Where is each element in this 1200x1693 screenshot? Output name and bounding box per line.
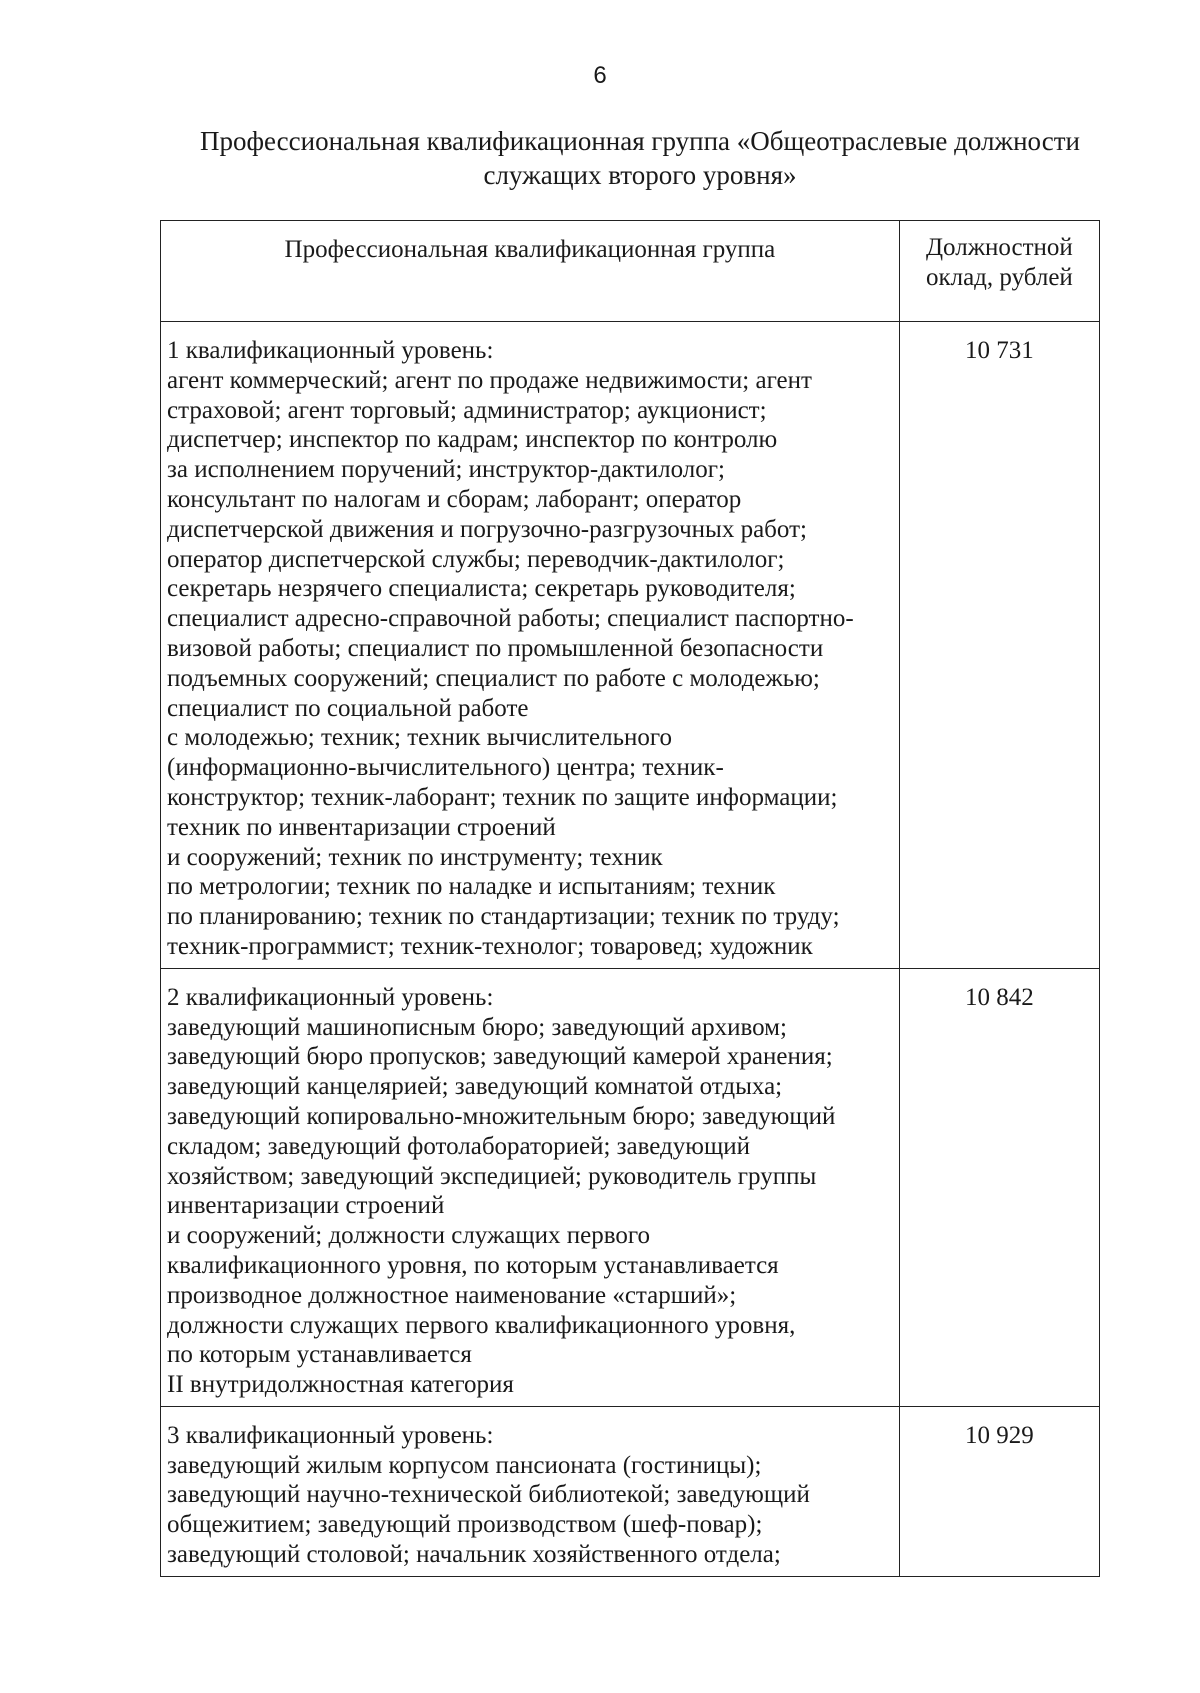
position-list-line: заведующий жилым корпусом пансионата (гостиницы); (167, 1451, 762, 1479)
header-salary (899, 221, 1099, 322)
position-list-line: страховой; агент торговый; администратор; аукционист; (167, 396, 767, 424)
page-number: 6 (593, 62, 607, 89)
table-row (161, 1406, 1100, 1576)
position-list-line: и сооружений; должности служащих первого (167, 1222, 650, 1250)
position-list-line: техник по инвентаризации строений (167, 813, 556, 841)
qualification-level-description (161, 1406, 900, 1576)
position-list-line: заведующий научно-технической библиотекой; заведующий (167, 1481, 810, 1509)
position-list-line: производное должностное наименование «старший»; (167, 1281, 737, 1309)
table-row (161, 322, 1100, 969)
position-list-line: за исполнением поручений; инструктор-дактилолог; (167, 456, 725, 484)
table-header-row (161, 221, 1100, 322)
position-list-line: с молодежью; техник; техник вычислительного (167, 724, 673, 752)
position-list-line: квалификационного уровня, по которым устанавливается (167, 1251, 779, 1279)
position-list-line: консультант по налогам и сборам; лаборант; оператор (167, 485, 742, 513)
position-list-line: заведующий копировально-множительным бюро; заведующий (167, 1102, 836, 1130)
position-list-line: заведующий машинописным бюро; заведующий архивом; (167, 1013, 787, 1041)
position-list-line: диспетчер; инспектор по кадрам; инспектор по контролю (167, 426, 778, 454)
position-list-line: агент коммерческий; агент по продаже недвижимости; агент (167, 366, 812, 394)
salary-table (160, 220, 1100, 1577)
position-list-line: заведующий канцелярией; заведующий комнатой отдыха; (167, 1073, 783, 1101)
position-list-line: (информационно-вычислительного) центра; техник- (167, 754, 724, 782)
position-list-line: по которым устанавливается (167, 1341, 472, 1369)
position-list-line: по планированию; техник по стандартизации; техник по труду; (167, 903, 840, 931)
position-list-line: по метрологии; техник по наладке и испытаниям; техник (167, 873, 776, 901)
title-line: Профессиональная квалификационная группа «Общеотраслевые должности (200, 126, 1080, 156)
header-salary-line: оклад, рублей (925, 264, 1073, 291)
position-list-line: должности служащих первого квалификационного уровня, (167, 1311, 796, 1339)
position-list-line: специалист адресно-справочной работы; специалист паспортно- (167, 605, 854, 633)
salary-value: 10 929 (899, 1406, 1099, 1576)
position-list-line: специалист по социальной работе (167, 694, 529, 722)
position-list-line: II внутридолжностная категория (167, 1371, 514, 1399)
position-list-line: складом; заведующий фотолабораторией; заведующий (167, 1132, 750, 1160)
title-line: служащих второго уровня» (483, 160, 797, 190)
header-salary-line: Должностной (926, 234, 1073, 261)
position-list-line: инвентаризации строений (167, 1192, 445, 1220)
salary-value: 10 842 (899, 968, 1099, 1406)
qualification-level-heading: 2 квалификационный уровень: (167, 983, 494, 1011)
position-list-line: конструктор; техник-лаборант; техник по защите информации; (167, 783, 838, 811)
document-title (160, 124, 1120, 192)
position-list-line: техник-программист; техник-технолог; товаровед; художник (167, 932, 813, 960)
qualification-level-heading: 1 квалификационный уровень: (167, 337, 494, 364)
position-list-line: секретарь незрячего специалиста; секретарь руководителя; (167, 575, 796, 603)
position-list-line: заведующий бюро пропусков; заведующий камерой хранения; (167, 1043, 833, 1071)
salary-value: 10 731 (899, 322, 1099, 969)
position-list-line: общежитием; заведующий производством (шеф-повар); (167, 1511, 763, 1539)
position-list-line: подъемных сооружений; специалист по работе с молодежью; (167, 664, 820, 692)
position-list-line: и сооружений; техник по инструменту; техник (167, 843, 663, 871)
table-row (161, 968, 1100, 1406)
position-list-line: оператор диспетчерской службы; переводчик-дактилолог; (167, 545, 785, 573)
position-list-line: диспетчерской движения и погрузочно-разгрузочных работ; (167, 515, 807, 543)
position-list-line: хозяйством; заведующий экспедицией; руководитель группы (167, 1162, 817, 1190)
header-group: Профессиональная квалификационная группа (161, 221, 900, 322)
qualification-level-description (161, 968, 900, 1406)
position-list-line: заведующий столовой; начальник хозяйственного отдела; (167, 1541, 781, 1569)
qualification-level-description (161, 322, 900, 969)
position-list-line: визовой работы; специалист по промышленной безопасности (167, 634, 824, 662)
qualification-level-heading: 3 квалификационный уровень: (167, 1421, 494, 1449)
